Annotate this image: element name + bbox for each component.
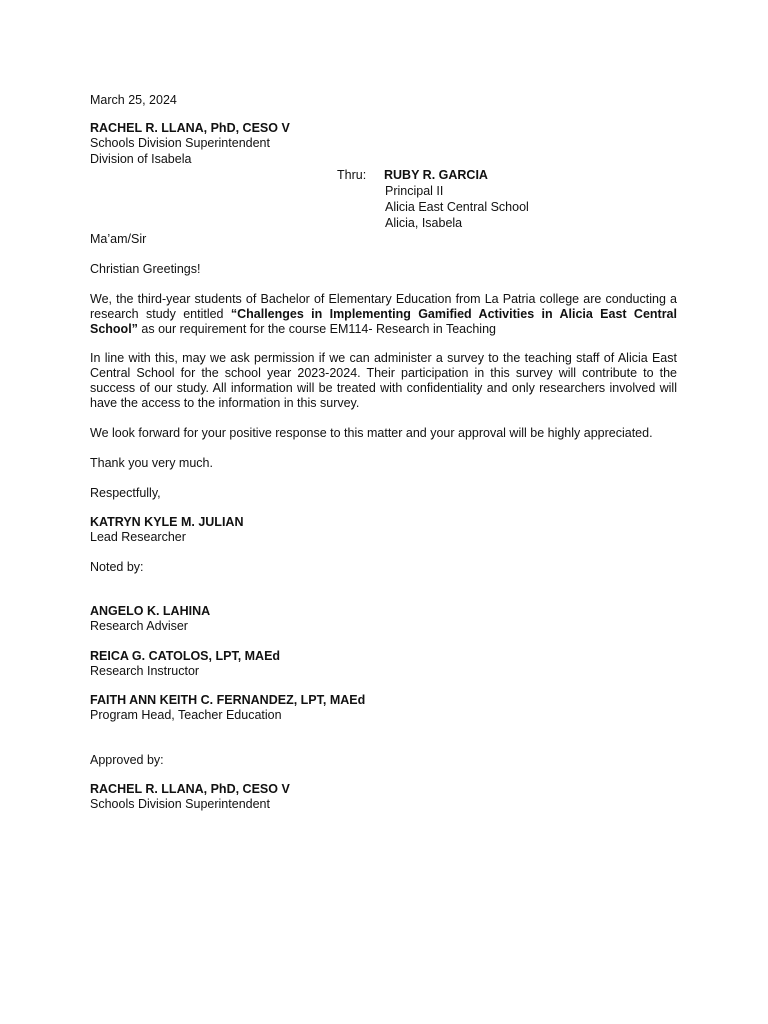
instructor-title: Research Instructor bbox=[90, 664, 200, 678]
complimentary-close: Respectfully, bbox=[90, 486, 161, 500]
adviser-title: Research Adviser bbox=[90, 619, 188, 633]
recipient-name: RACHEL R. LLANA, PhD, CESO V bbox=[90, 121, 290, 135]
letter-date: March 25, 2024 bbox=[90, 93, 177, 107]
sender-title: Lead Researcher bbox=[90, 530, 186, 544]
body-paragraph-intro bbox=[90, 292, 677, 337]
body-paragraph-request: In line with this, may we ask permission if we can administer a survey to the teaching staff of Alicia East Central School for the school year 2023-2024. Their participation in this survey will contribute to the success of our study. All information will be treated with confidentiality and only researchers involved will have the access to the information in this survey. bbox=[90, 351, 677, 410]
sender-name: KATRYN KYLE M. JULIAN bbox=[90, 515, 244, 529]
thru-name: RUBY R. GARCIA bbox=[384, 168, 488, 182]
program-head-name: FAITH ANN KEITH C. FERNANDEZ, LPT, MAEd bbox=[90, 693, 366, 707]
approved-by-label: Approved by: bbox=[90, 753, 164, 767]
approver-title: Schools Division Superintendent bbox=[90, 797, 270, 811]
instructor-name: REICA G. CATOLOS, LPT, MAEd bbox=[90, 649, 281, 663]
approver-name: RACHEL R. LLANA, PhD, CESO V bbox=[90, 782, 290, 796]
thanks-line: Thank you very much. bbox=[90, 456, 213, 470]
thru-label: Thru: bbox=[337, 168, 367, 182]
program-head-title: Program Head, Teacher Education bbox=[90, 708, 282, 722]
recipient-title: Schools Division Superintendent bbox=[90, 136, 270, 150]
greeting: Christian Greetings! bbox=[90, 262, 201, 276]
thru-address: Alicia, Isabela bbox=[385, 216, 463, 230]
thru-school: Alicia East Central School bbox=[385, 200, 529, 214]
thru-title: Principal II bbox=[385, 184, 444, 198]
recipient-office: Division of Isabela bbox=[90, 152, 192, 166]
study-title: “Challenges in Implementing Gamified Activities in Alicia East Central School” bbox=[90, 307, 677, 336]
noted-by-label: Noted by: bbox=[90, 560, 144, 574]
adviser-name: ANGELO K. LAHINA bbox=[90, 604, 211, 618]
intro-text-after: as our requirement for the course EM114- Research in Teaching bbox=[137, 322, 496, 336]
body-paragraph-closing: We look forward for your positive response to this matter and your approval will be highly appreciated. bbox=[90, 426, 653, 440]
intro-text-before: We, the third-year students of Bachelor of Elementary Education from La Patria college are conducting a research study entitled bbox=[90, 292, 677, 321]
salutation: Ma’am/Sir bbox=[90, 232, 147, 246]
